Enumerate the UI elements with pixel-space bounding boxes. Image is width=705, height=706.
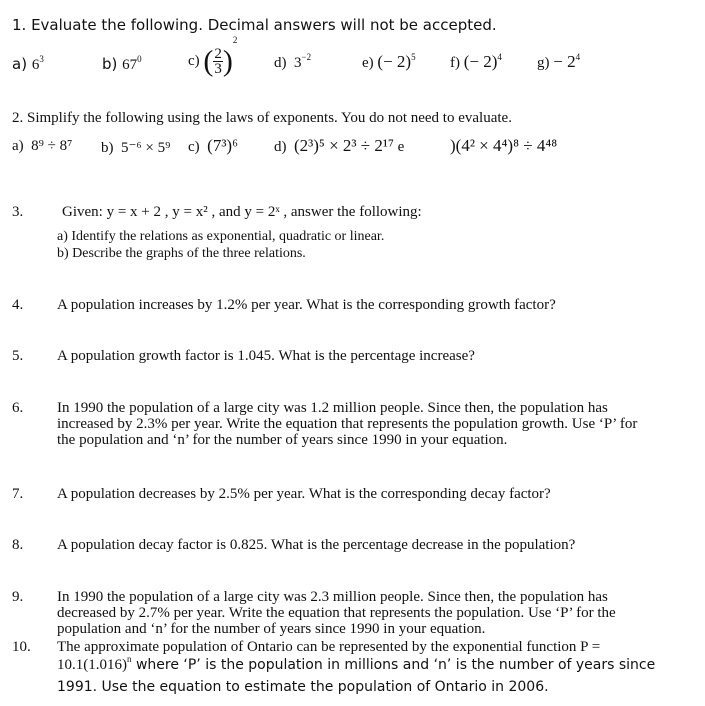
q6-text: In 1990 the population of a large city was 1.2 million people. Since then, the population has increased by 2.3% per year. Write the equation that represents the population growth. Use ‘P’ for the population and ‘n’ for the number of years since 1990 in your equation. — [57, 400, 638, 448]
q7-text: A population decreases by 2.5% per year. What is the corresponding decay factor? — [57, 486, 551, 502]
q8-text: A population decay factor is 0.825. What is the percentage decrease in the population? — [57, 537, 576, 553]
q4-number: 4. — [12, 297, 24, 313]
fraction: $\frac{2}{3}$ — [214, 46, 222, 78]
q2e: )(4² × 4⁴)⁸ ÷ 4⁴⁸ — [450, 136, 558, 155]
q3-part-a: a) Identify the relations as exponential, quadratic or linear. — [57, 229, 385, 244]
q4-text: A population increases by 1.2% per year. What is the corresponding growth factor? — [57, 297, 556, 313]
q1-parts-row — [12, 35, 702, 88]
q2b: b) 5⁻⁶ × 5⁹ — [101, 140, 171, 156]
q10-number: 10. — [12, 639, 31, 655]
q6-number: 6. — [12, 400, 24, 416]
q8-number: 8. — [12, 537, 24, 553]
q9-text: In 1990 the population of a large city was 2.3 million people. Since then, the population has decreased by 2.7% per year. Write the equation that represents the population. Use ‘P’ for the population and ‘n’ for the number of years since 1990 in your equation. — [57, 589, 616, 637]
q7-number: 7. — [12, 486, 24, 502]
close-paren: ) — [222, 44, 233, 78]
q2d: d) (2³)⁵ × 2³ ÷ 2¹⁷ e — [274, 136, 405, 155]
q2a: a) 8⁹ ÷ 8⁷ — [12, 138, 73, 154]
q5-number: 5. — [12, 348, 24, 364]
q9-number: 9. — [12, 589, 24, 605]
q1a: a) $6^3$ — [12, 54, 44, 73]
q10-line2: $10.1(1.016)^n$ where ‘P’ is the population in millions and ‘n’ is the number of years since — [57, 654, 656, 673]
q3-given: Given: y = x + 2 , y = x² , and y = 2ˣ , answer the following: — [62, 204, 422, 220]
q2-parts-row — [12, 136, 702, 160]
q3-part-b: b) Describe the graphs of the three relations. — [57, 246, 306, 261]
q2c: c) (7³)⁶ — [188, 136, 239, 155]
q1f: f) (− 2)$^4$ — [450, 52, 502, 71]
q1c: c) ( $\frac{2}{3}$ )$^2$ — [188, 35, 238, 78]
q2-title: 2. Simplify the following using the laws of exponents. You do not need to evaluate. — [12, 110, 512, 126]
q1g: $g) - 2^4$ — [537, 52, 581, 71]
q1-title: 1. Evaluate the following. Decimal answers will not be accepted. — [12, 16, 497, 34]
q10-line1: The approximate population of Ontario can be represented by the exponential function P = — [57, 639, 601, 655]
q3-number: 3. — [12, 204, 24, 220]
q1d: d) $3^{-2}$ — [274, 52, 312, 71]
q1e: e) (− 2)$^5$ — [362, 52, 416, 71]
open-paren: ( — [203, 44, 214, 78]
q10-line3: 1991. Use the equation to estimate the population of Ontario in 2006. — [57, 679, 549, 695]
q5-text: A population growth factor is 1.045. What is the percentage increase? — [57, 348, 475, 364]
q1b: b) $67^0$ — [102, 54, 142, 73]
